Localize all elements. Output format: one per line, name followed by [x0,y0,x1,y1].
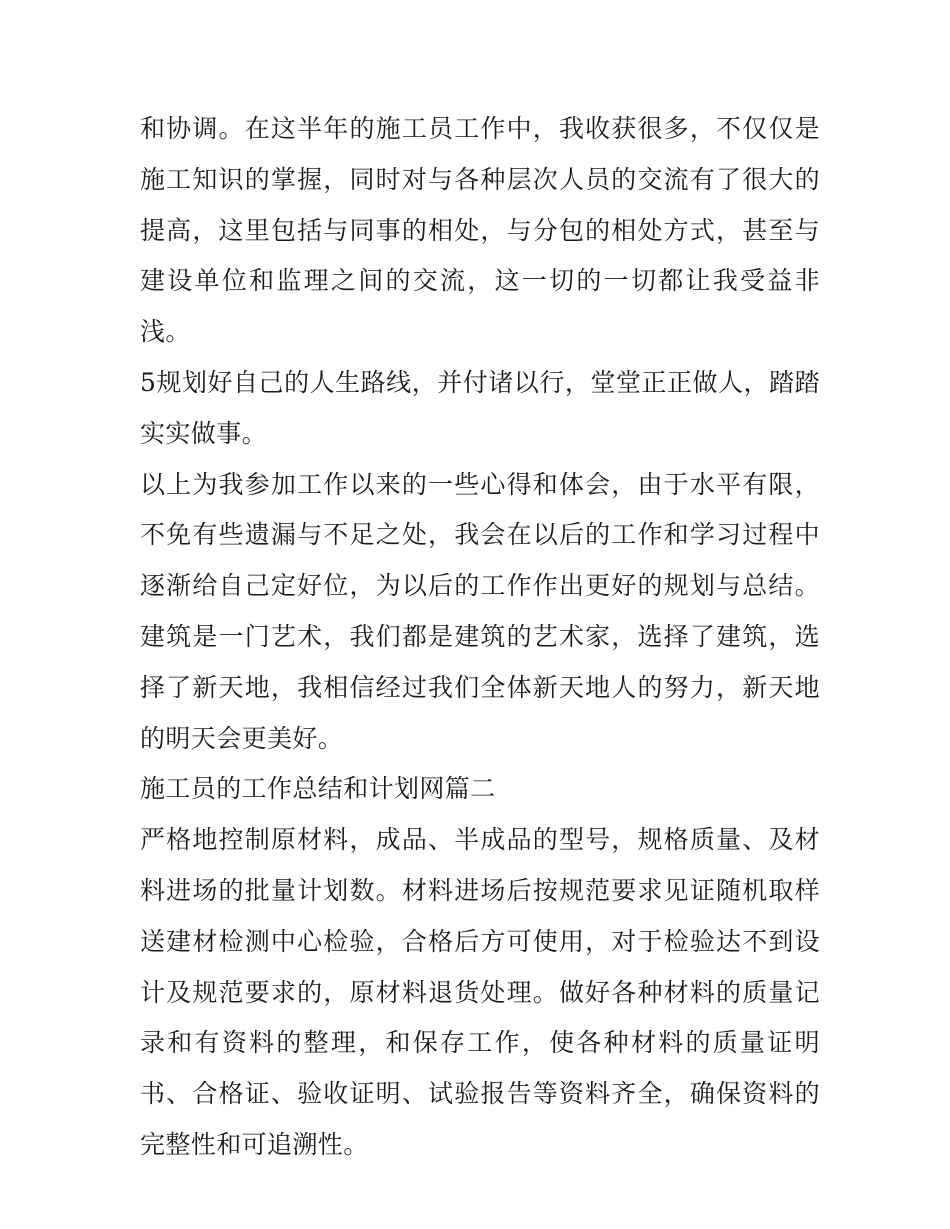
paragraph-conclusion: 以上为我参加工作以来的一些心得和体会，由于水平有限，不免有些遗漏与不足之处，我会在以后的工作和学习过程中逐渐给自己定好位，为以后的工作作出更好的规划与总结。建筑是一门艺术，我们都是建筑的艺术家，选择了建筑，选择了新天地，我相信经过我们全体新天地人的努力，新天地的明天会更美好。 [140,469,820,753]
document-body [140,104,820,1171]
paragraph-item-5: 5规划好自己的人生路线，并付诸以行，堂堂正正做人，踏踏实实做事。 [140,367,820,448]
section-heading: 施工员的工作总结和计划网篇二 [140,774,496,804]
paragraph-materials: 严格地控制原材料，成品、半成品的型号，规格质量、及材料进场的批量计划数。材料进场后按规范要求见证随机取样送建材检测中心检验，合格后方可使用，对于检验达不到设计及规范要求的，原材料退货处理。做好各种材料的质量记录和有资料的整理，和保存工作，使各种材料的质量证明书、合格证、验收证明、试验报告等资料齐全，确保资料的完整性和可追溯性。 [140,825,820,1159]
paragraph-continuation: 和协调。在这半年的施工员工作中，我收获很多，不仅仅是施工知识的掌握，同时对与各种层次人员的交流有了很大的提高，这里包括与同事的相处，与分包的相处方式，甚至与建设单位和监理之间的交流，这一切的一切都让我受益非浅。 [140,114,820,347]
